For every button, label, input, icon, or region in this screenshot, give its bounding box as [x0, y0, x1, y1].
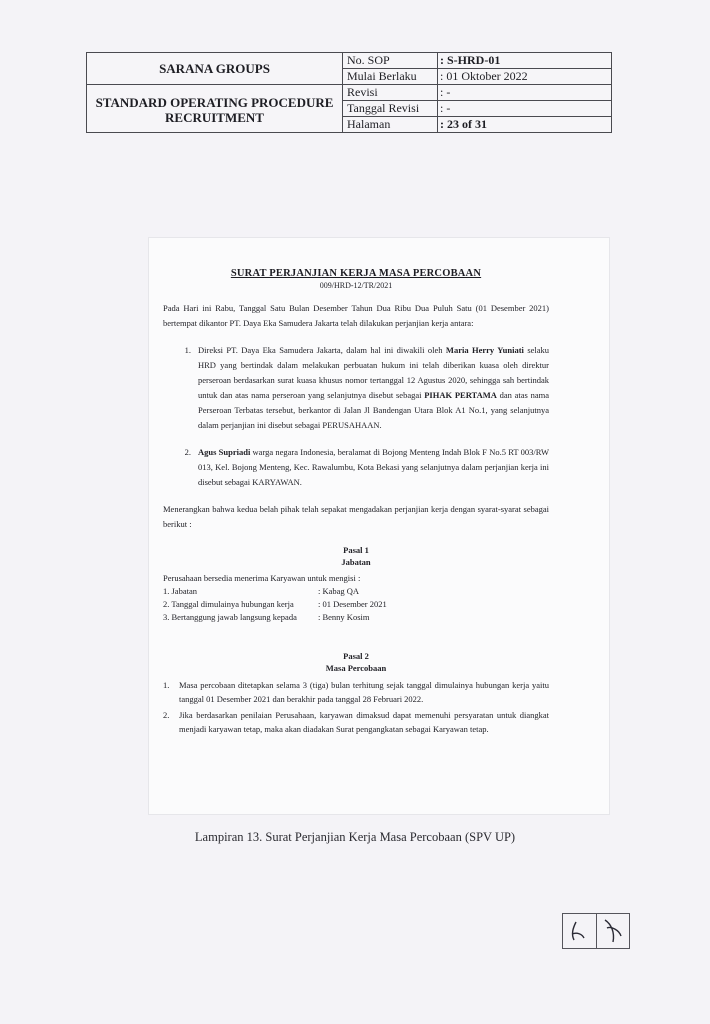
sop-header-table [86, 52, 612, 133]
party-first [163, 343, 549, 433]
revision-date-label: Tanggal Revisi [343, 101, 438, 117]
party-second-text [198, 445, 549, 490]
agreement-statement: Menerangkan bahwa kedua belah pihak telah sepakat mengadakan perjanjian kerja dengan syarat-syarat sebagai berikut : [163, 504, 549, 529]
scanned-letter [149, 238, 609, 814]
pasal1-item-value: : Benny Kosim [318, 612, 370, 622]
initial-cell-left [563, 914, 597, 948]
party-first-mid: selaku HRD yang bertindak dalam melakukan perbuatan hukum ini telah diberikan kuasa oleh direktur perseroan berdasarkan surat kuasa khusus nomor tertanggal 12 Agustus 2020, sehingga sah bertindak untuk dan atas nama perseroan yang selanjutnya disebut sebagai [198, 345, 550, 400]
figure-caption: Lampiran 13. Surat Perjanjian Kerja Masa Percobaan (SPV UP) [194, 830, 516, 844]
party-first-post: dan atas nama Perseroan Terbatas tersebut, berkantor di Jalan Jl Bandengan Utara Blok A1 No.1, yang selanjutnya dalam perjanjian ini disebut sebagai PERUSAHAAN. [198, 390, 549, 430]
pasal2-item-number: 2. [163, 710, 170, 720]
party-second-number: 2. [184, 447, 191, 457]
party-first-pre: Direksi PT. Daya Eka Samudera Jakarta, dalam hal ini diwakili oleh [198, 345, 443, 355]
party-first-role: PIHAK PERTAMA [424, 390, 497, 400]
pasal1-subheading: Jabatan [341, 557, 371, 567]
initials-box [562, 913, 630, 949]
pasal2-list [163, 678, 549, 736]
party-second-post: warga negara Indonesia, beralamat di Bojong Menteng Indah Blok F No.5 RT 003/RW 013, Kel. Bojong Menteng, Kec. Rawalumbu, Kota Bekasi yang selanjutnya dalam perjanjian kerja ini disebut sebagai KARYAWAN. [198, 447, 549, 487]
sop-title [87, 85, 343, 133]
pasal1-item [163, 611, 549, 624]
pasal2-heading: Pasal 2 [343, 651, 369, 661]
pasal1-item [163, 585, 549, 598]
pasal1-lead: Perusahaan bersedia menerima Karyawan untuk mengisi : [163, 573, 361, 583]
pasal1-heading: Pasal 1 [343, 545, 369, 555]
sop-number-value: : S-HRD-01 [438, 53, 612, 69]
party-first-number: 1. [184, 345, 191, 355]
revision-label: Revisi [343, 85, 438, 101]
effective-date-label: Mulai Berlaku [343, 69, 438, 85]
pasal2-item [163, 708, 549, 736]
pasal2-item-number: 1. [163, 680, 170, 690]
parties-list [163, 343, 549, 490]
pasal2-item-text: Jika berdasarkan penilaian Perusahaan, karyawan dimaksud dapat memenuhi persyaratan untuk diangkat menjadi karyawan tetap, maka akan diadakan Surat pengangkatan sebagai Karyawan tetap. [179, 710, 549, 734]
party-first-name: Maria Herry Yuniati [445, 345, 524, 355]
revision-date-value: : - [438, 101, 612, 117]
pasal2-item-text: Masa percobaan ditetapkan selama 3 (tiga) bulan terhitung sejak tanggal dimulainya hubungan kerja yaitu tanggal 01 Desember 2021 dan berakhir pada tanggal 28 Februari 2022. [179, 680, 549, 704]
pasal2-item [163, 678, 549, 706]
letter-title: SURAT PERJANJIAN KERJA MASA PERCOBAAN [230, 268, 482, 279]
sop-title-line2: RECRUITMENT [165, 109, 264, 125]
initial-signature-icon [597, 914, 630, 948]
pasal1-item-key: 1. Jabatan [163, 586, 197, 596]
pasal1-item-value: : 01 Desember 2021 [318, 599, 387, 609]
effective-date-value: : 01 Oktober 2022 [438, 69, 612, 85]
sop-number-label: No. SOP [343, 53, 438, 69]
pasal2-subheading: Masa Percobaan [325, 663, 387, 673]
party-second [163, 445, 549, 490]
pasal1-item-value: : Kabag QA [318, 586, 360, 596]
pasal1-item [163, 598, 549, 611]
initial-signature-icon [563, 914, 596, 948]
page-label: Halaman [343, 117, 438, 133]
pasal1-item-key: 3. Bertanggung jawab langsung kepada [163, 612, 297, 622]
letter-number: 009/HRD-12/TR/2021 [319, 281, 393, 290]
letter-intro: Pada Hari ini Rabu, Tanggal Satu Bulan Desember Tahun Dua Ribu Dua Puluh Satu (01 Desember 2021) bertempat dikantor PT. Daya Eka Samudera Jakarta telah dilakukan perjanjian kerja antara: [163, 303, 549, 328]
party-first-text [198, 343, 549, 433]
initial-cell-right [597, 914, 630, 948]
sop-title-line1: STANDARD OPERATING PROCEDURE [95, 94, 334, 110]
page-value: : 23 of 31 [438, 117, 612, 133]
party-second-name: Agus Supriadi [198, 447, 251, 457]
revision-value: : - [438, 85, 612, 101]
pasal1-item-key: 2. Tanggal dimulainya hubungan kerja [163, 599, 294, 609]
letter-body [163, 268, 549, 738]
company-name: SARANA GROUPS [87, 53, 343, 85]
